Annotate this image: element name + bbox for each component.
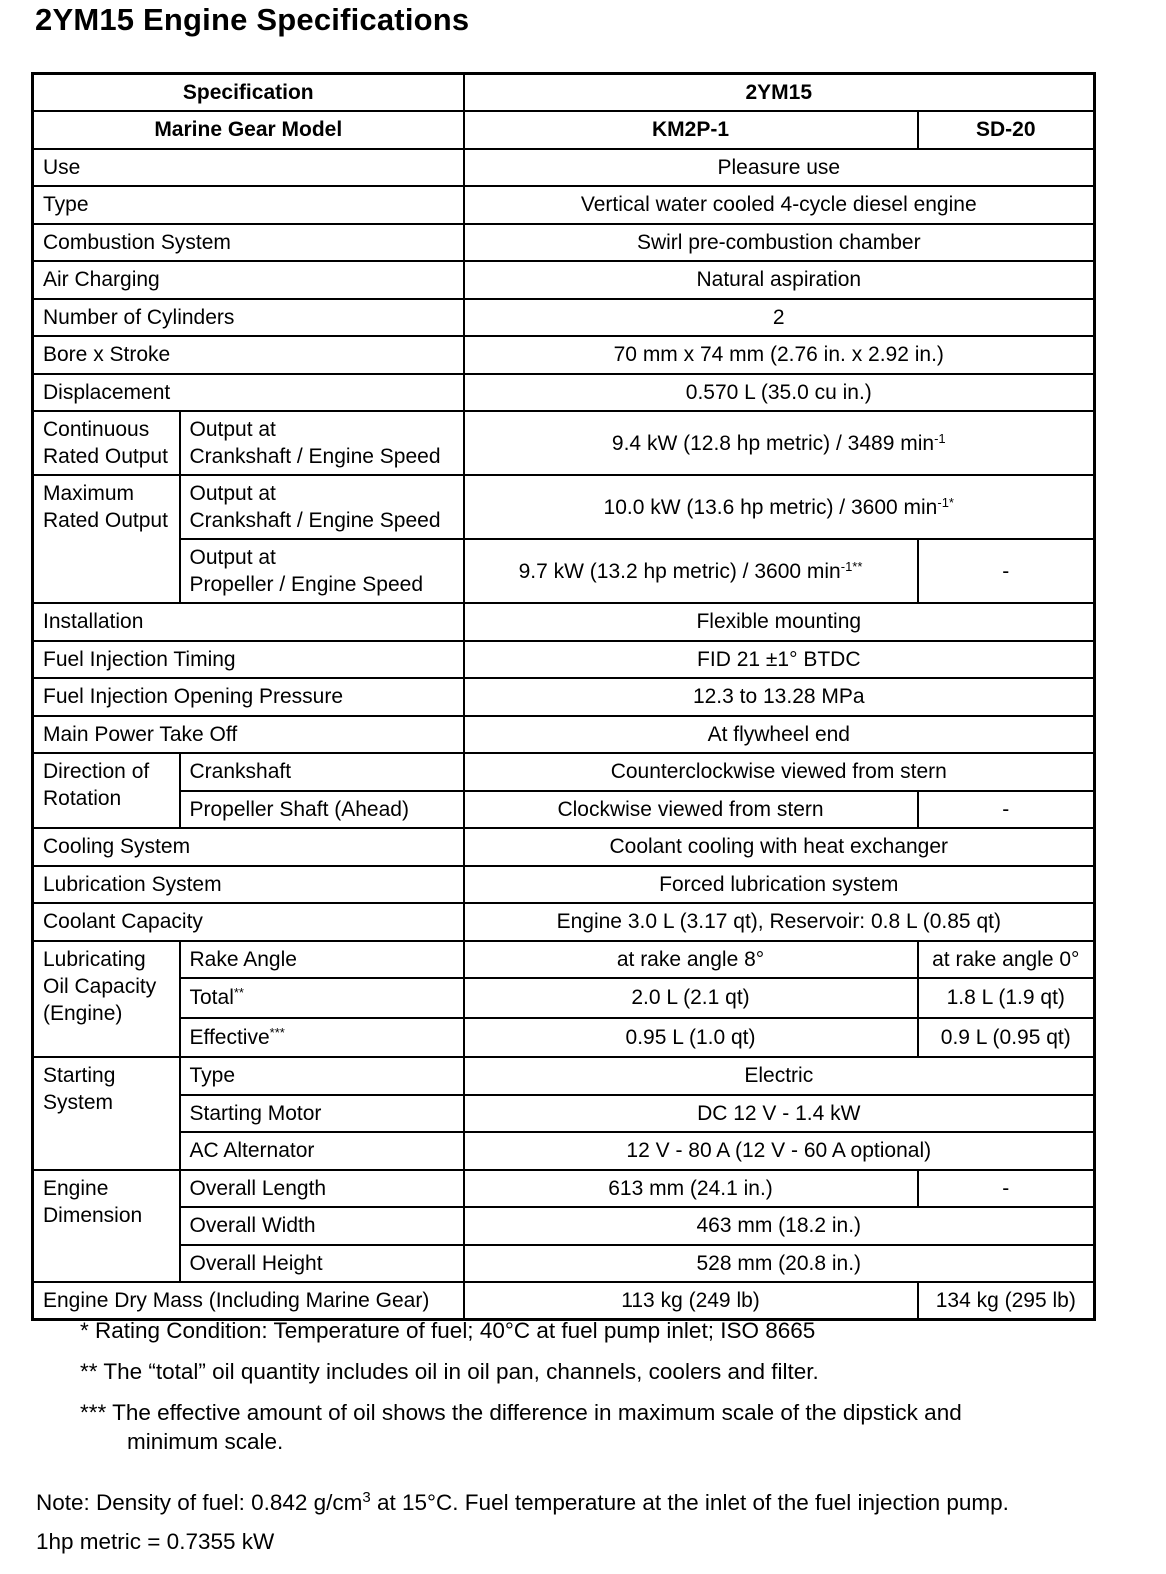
table-row	[33, 978, 1095, 1018]
sub-label	[180, 1018, 464, 1058]
row-value-sd20: -	[918, 539, 1095, 603]
row-value: at rake angle 8°	[464, 941, 918, 979]
row-label: Cooling System	[33, 828, 464, 866]
row-value: 0.95 L (1.0 qt)	[464, 1018, 918, 1058]
table-row	[33, 336, 1095, 374]
row-value-sd20: at rake angle 0°	[918, 941, 1095, 979]
row-label: Displacement	[33, 374, 464, 412]
value-superscript: -1	[934, 430, 946, 446]
note-text: Note: Density of fuel: 0.842 g/cm	[36, 1490, 363, 1515]
sub-label: Crankshaft	[180, 753, 464, 791]
value-superscript: -1*	[937, 494, 954, 510]
header-specification: Specification	[33, 74, 464, 112]
table-row	[33, 641, 1095, 679]
table-row	[33, 1170, 1095, 1208]
label-line: Starting	[43, 1064, 116, 1087]
sub-label	[180, 411, 464, 475]
sub-label: AC Alternator	[180, 1132, 464, 1170]
row-value: 463 mm (18.2 in.)	[464, 1207, 1095, 1245]
row-label: Lubrication System	[33, 866, 464, 904]
row-value: Flexible mounting	[464, 603, 1095, 641]
table-row	[33, 941, 1095, 979]
row-value	[464, 539, 918, 603]
row-value: Vertical water cooled 4-cycle diesel engine	[464, 186, 1095, 224]
page-title: 2YM15 Engine Specifications	[35, 2, 470, 37]
footnote-line: *** The effective amount of oil shows the difference in maximum scale of the dipstick and	[80, 1400, 962, 1425]
sub-label: Overall Height	[180, 1245, 464, 1283]
footnote-line: minimum scale.	[127, 1429, 284, 1454]
row-value: FID 21 ±1° BTDC	[464, 641, 1095, 679]
footnote-total-oil: ** The “total” oil quantity includes oil in oil pan, channels, coolers and filter.	[80, 1359, 819, 1384]
footnote-effective-oil	[80, 1398, 962, 1456]
row-value	[464, 475, 1095, 539]
row-value: Swirl pre-combustion chamber	[464, 224, 1095, 262]
header-model: 2YM15	[464, 74, 1095, 112]
label-line: Rated Output	[43, 509, 168, 532]
label-line: Rated Output	[43, 445, 168, 468]
group-label-maximum	[33, 475, 180, 603]
group-label-engine-dimension	[33, 1170, 180, 1283]
row-label: Engine Dry Mass (Including Marine Gear)	[33, 1282, 464, 1320]
row-label: Installation	[33, 603, 464, 641]
value-text: 9.4 kW (12.8 hp metric) / 3489 min	[611, 431, 935, 455]
row-value: Engine 3.0 L (3.17 qt), Reservoir: 0.8 L (0.85 qt)	[464, 903, 1095, 941]
label-text: Effective	[189, 1025, 270, 1049]
table-row	[33, 1245, 1095, 1283]
row-value: 0.570 L (35.0 cu in.)	[464, 374, 1095, 412]
value-superscript: -1**	[840, 558, 863, 574]
label-line: Continuous	[43, 418, 150, 441]
table-row	[33, 716, 1095, 754]
sub-label: Overall Length	[180, 1170, 464, 1208]
table-row	[33, 299, 1095, 337]
row-label: Combustion System	[33, 224, 464, 262]
row-value: 528 mm (20.8 in.)	[464, 1245, 1095, 1283]
row-value: Clockwise viewed from stern	[464, 791, 918, 829]
table-row	[33, 186, 1095, 224]
table-row	[33, 866, 1095, 904]
label-line: Output at	[189, 546, 276, 569]
row-label: Fuel Injection Timing	[33, 641, 464, 679]
group-label-continuous	[33, 411, 180, 475]
table-header-row	[33, 74, 1095, 112]
row-value: 12 V - 80 A (12 V - 60 A optional)	[464, 1132, 1095, 1170]
row-value: 70 mm x 74 mm (2.76 in. x 2.92 in.)	[464, 336, 1095, 374]
sub-label: Overall Width	[180, 1207, 464, 1245]
table-header-row	[33, 111, 1095, 149]
group-label-starting-system	[33, 1057, 180, 1170]
label-line: System	[43, 1091, 114, 1114]
table-row	[33, 791, 1095, 829]
label-line: Output at	[189, 482, 276, 505]
row-value: 113 kg (249 lb)	[464, 1282, 918, 1320]
row-value: At flywheel end	[464, 716, 1095, 754]
row-value: DC 12 V - 1.4 kW	[464, 1095, 1095, 1133]
row-value: 2.0 L (2.1 qt)	[464, 978, 918, 1018]
table-row	[33, 411, 1095, 475]
row-label: Number of Cylinders	[33, 299, 464, 337]
value-text: 10.0 kW (13.6 hp metric) / 3600 min	[603, 495, 938, 519]
label-line: Rotation	[43, 787, 122, 810]
row-value: 2	[464, 299, 1095, 337]
row-value: Forced lubrication system	[464, 866, 1095, 904]
value-text: 9.7 kW (13.2 hp metric) / 3600 min	[518, 559, 841, 583]
label-line: Crankshaft / Engine Speed	[189, 509, 441, 532]
sub-label: Rake Angle	[180, 941, 464, 979]
label-line: Output at	[189, 418, 276, 441]
header-gear-sd20: SD-20	[918, 111, 1095, 149]
table-row	[33, 678, 1095, 716]
table-row	[33, 475, 1095, 539]
row-label: Bore x Stroke	[33, 336, 464, 374]
table-row	[33, 1207, 1095, 1245]
hp-conversion-note: 1hp metric = 0.7355 kW	[36, 1529, 275, 1554]
label-superscript: ***	[269, 1024, 285, 1040]
row-value-sd20: 0.9 L (0.95 qt)	[918, 1018, 1095, 1058]
row-value: Coolant cooling with heat exchanger	[464, 828, 1095, 866]
sub-label	[180, 475, 464, 539]
row-label: Main Power Take Off	[33, 716, 464, 754]
sub-label: Starting Motor	[180, 1095, 464, 1133]
table-row	[33, 539, 1095, 603]
header-gear-km2p1: KM2P-1	[464, 111, 918, 149]
label-line: Lubricating	[43, 947, 146, 971]
label-line: Dimension	[43, 1203, 143, 1227]
sub-label	[180, 978, 464, 1018]
table-row	[33, 603, 1095, 641]
label-line: Direction of	[43, 760, 150, 783]
table-row	[33, 903, 1095, 941]
label-text: Total	[189, 986, 234, 1010]
label-line: Propeller / Engine Speed	[189, 573, 423, 596]
row-value: Natural aspiration	[464, 261, 1095, 299]
label-line: Crankshaft / Engine Speed	[189, 445, 441, 468]
table-row	[33, 374, 1095, 412]
row-value: Electric	[464, 1057, 1095, 1095]
footnote-rating-condition: * Rating Condition: Temperature of fuel; 40°C at fuel pump inlet; ISO 8665	[80, 1318, 816, 1343]
row-value: 12.3 to 13.28 MPa	[464, 678, 1095, 716]
table-row	[33, 753, 1095, 791]
sub-label	[180, 539, 464, 603]
row-label: Fuel Injection Opening Pressure	[33, 678, 464, 716]
engine-spec-table	[31, 72, 1096, 1321]
table-row	[33, 1095, 1095, 1133]
table-row	[33, 828, 1095, 866]
table-row	[33, 1057, 1095, 1095]
note-text: at 15°C. Fuel temperature at the inlet of the fuel injection pump.	[370, 1490, 1009, 1515]
row-value: 613 mm (24.1 in.)	[464, 1170, 918, 1208]
table-row	[33, 1282, 1095, 1320]
label-line: Engine	[43, 1176, 109, 1200]
fuel-density-note	[36, 1488, 1009, 1517]
row-label: Coolant Capacity	[33, 903, 464, 941]
table-row	[33, 1132, 1095, 1170]
label-line: (Engine)	[43, 1001, 123, 1025]
row-value-sd20: -	[918, 1170, 1095, 1208]
label-line: Maximum	[43, 482, 135, 505]
table-row	[33, 1018, 1095, 1058]
label-superscript: **	[233, 985, 244, 1001]
row-value-sd20: 1.8 L (1.9 qt)	[918, 978, 1095, 1018]
row-value: Counterclockwise viewed from stern	[464, 753, 1095, 791]
note-superscript: 3	[362, 1489, 371, 1506]
group-label-oil-capacity	[33, 941, 180, 1058]
row-value	[464, 411, 1095, 475]
row-label: Air Charging	[33, 261, 464, 299]
label-line: Oil Capacity	[43, 974, 157, 998]
row-label: Type	[33, 186, 464, 224]
table-row	[33, 261, 1095, 299]
row-value: Pleasure use	[464, 149, 1095, 187]
sub-label: Propeller Shaft (Ahead)	[180, 791, 464, 829]
table-row	[33, 224, 1095, 262]
table-row	[33, 149, 1095, 187]
row-value-sd20: -	[918, 791, 1095, 829]
sub-label: Type	[180, 1057, 464, 1095]
header-marine-gear-model: Marine Gear Model	[33, 111, 464, 149]
row-label: Use	[33, 149, 464, 187]
row-value-sd20: 134 kg (295 lb)	[918, 1282, 1095, 1320]
group-label-rotation	[33, 753, 180, 828]
